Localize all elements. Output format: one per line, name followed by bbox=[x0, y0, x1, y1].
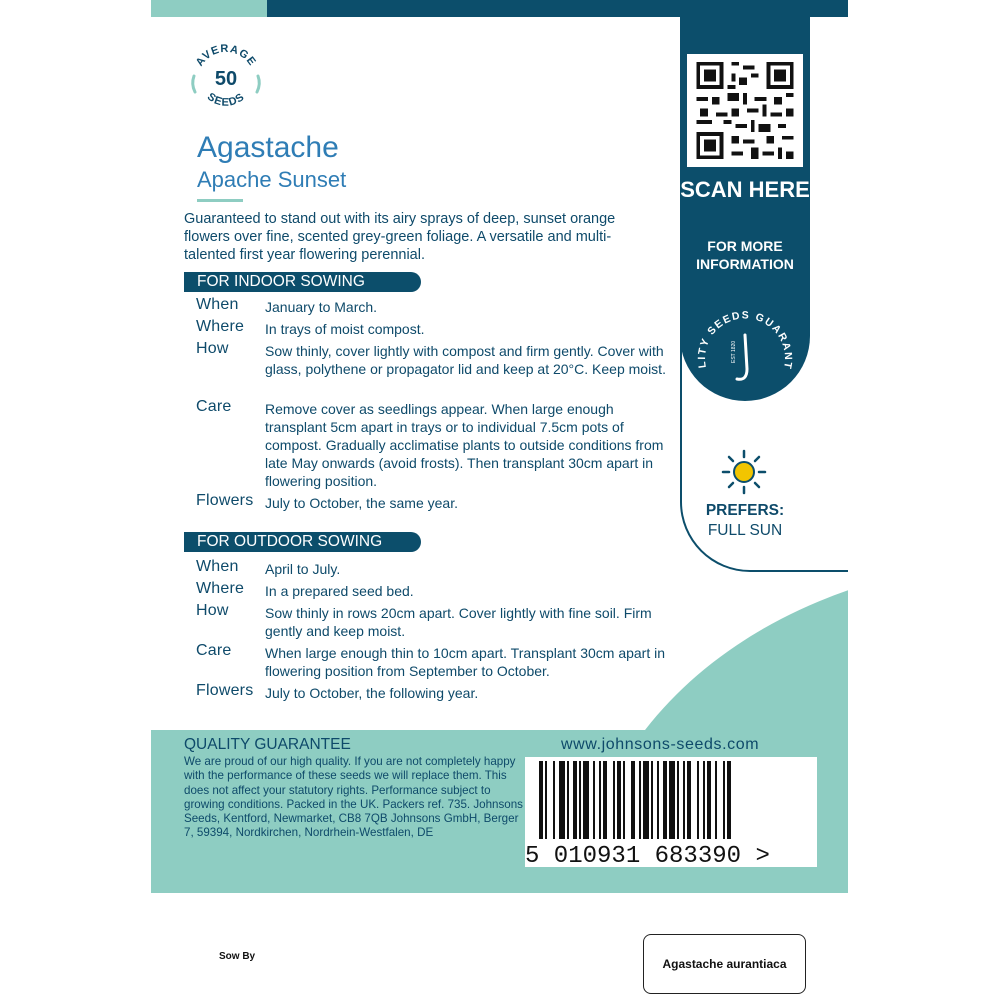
barcode-bars bbox=[525, 757, 817, 841]
product-title: Agastache bbox=[197, 131, 339, 164]
row-label: Flowers bbox=[196, 682, 254, 699]
product-description: Guaranteed to stand out with its airy sprays of deep, sunset orange flowers over fine, scented grey-green foliage. A versatile and multi-talented first year flowering perennial. bbox=[184, 211, 616, 263]
product-variety: Apache Sunset bbox=[197, 167, 347, 192]
row-label: Where bbox=[196, 318, 245, 335]
row-label: Care bbox=[196, 642, 232, 659]
row-text: In a prepared seed bed. bbox=[265, 583, 414, 599]
seal-established: EST 1820 bbox=[731, 340, 737, 363]
row-label: How bbox=[196, 602, 229, 619]
row-text: April to July. bbox=[265, 561, 341, 577]
svg-text:QUALITY SEEDS GUARANTEED bbox=[691, 305, 794, 371]
top-bar-dark bbox=[267, 0, 848, 17]
sun-requirement: FULL SUN bbox=[707, 522, 783, 539]
svg-text:AVERAGE bbox=[194, 43, 259, 69]
quality-seal-graphic bbox=[691, 305, 799, 413]
row-text: Remove cover as seedlings appear. When large enough transplant 5cm apart in trays or to individual 7.5cm pots of compost. Gradually acclimatise plants to outside conditions from late May onwards (avoid frosts). Then transplant 30cm apart in flowering position. bbox=[265, 401, 664, 489]
sun-graphic bbox=[721, 449, 767, 495]
sow-by-label: Sow By bbox=[219, 951, 256, 962]
row-label: Care bbox=[196, 398, 232, 415]
qr-code-icon[interactable] bbox=[687, 54, 803, 167]
more-info-label: FOR MORE INFORMATION bbox=[696, 238, 794, 272]
row-text: July to October, the same year. bbox=[265, 495, 458, 511]
website-link[interactable]: www.johnsons-seeds.com bbox=[561, 736, 760, 753]
quality-guarantee-text: We are proud of our high quality. If you are not completely happy with the performance of these seeds we will replace them. This does not affect your statutory rights. Performance subject to growing conditions. Packed in the UK. Packers ref. 735. Johnsons Seeds, Kentford, Newmarket, CB8 7QB Johnsons GmbH, Berger 7, 59394, Nordkirchen, Nordrhein-Westfalen, DE bbox=[184, 755, 523, 840]
svg-text:SEEDS bbox=[205, 91, 247, 109]
top-bar-light bbox=[151, 0, 267, 17]
row-text: Sow thinly, cover lightly with compost and firm gently. Cover with glass, polythene or propagator lid and keep at 20°C. Keep moist. bbox=[265, 343, 666, 377]
row-text: When large enough thin to 10cm apart. Transplant 30cm apart in flowering position from September to October. bbox=[265, 645, 666, 679]
latin-name: Agastache aurantiaca bbox=[662, 957, 787, 971]
badge-seed-count: 50 bbox=[214, 68, 238, 90]
row-text: In trays of moist compost. bbox=[265, 321, 425, 337]
row-label: Flowers bbox=[196, 492, 254, 509]
quality-seeds-seal-icon bbox=[691, 305, 799, 413]
row-text: July to October, the following year. bbox=[265, 685, 479, 701]
seal-text: LITY SEEDS GUARANT bbox=[695, 309, 795, 371]
row-text: January to March. bbox=[265, 299, 378, 315]
row-label: How bbox=[196, 340, 229, 357]
outdoor-sowing-heading: FOR OUTDOOR SOWING bbox=[184, 532, 421, 552]
badge-bottom-text: SEEDS bbox=[204, 90, 248, 109]
quality-guarantee-title: QUALITY GUARANTEE bbox=[184, 736, 351, 753]
row-text: Sow thinly in rows 20cm apart. Cover lightly with fine soil. Firm gently and keep moist. bbox=[265, 605, 652, 639]
title-underline bbox=[197, 199, 243, 202]
prefers-label: PREFERS: bbox=[705, 502, 785, 519]
average-seeds-badge bbox=[186, 40, 266, 120]
row-label: When bbox=[196, 296, 239, 313]
row-label: When bbox=[196, 558, 239, 575]
qr-code-graphic bbox=[687, 54, 803, 167]
badge-top-text: AVERAGE bbox=[193, 42, 259, 69]
sun-icon bbox=[721, 449, 767, 495]
barcode-number: 5 010931 683390 > bbox=[525, 843, 770, 870]
row-label: Where bbox=[196, 580, 245, 597]
scan-here-label: SCAN HERE bbox=[680, 177, 810, 202]
latin-name-box bbox=[643, 934, 806, 994]
indoor-sowing-heading: FOR INDOOR SOWING bbox=[184, 272, 421, 292]
seed-packet-back bbox=[151, 0, 848, 893]
